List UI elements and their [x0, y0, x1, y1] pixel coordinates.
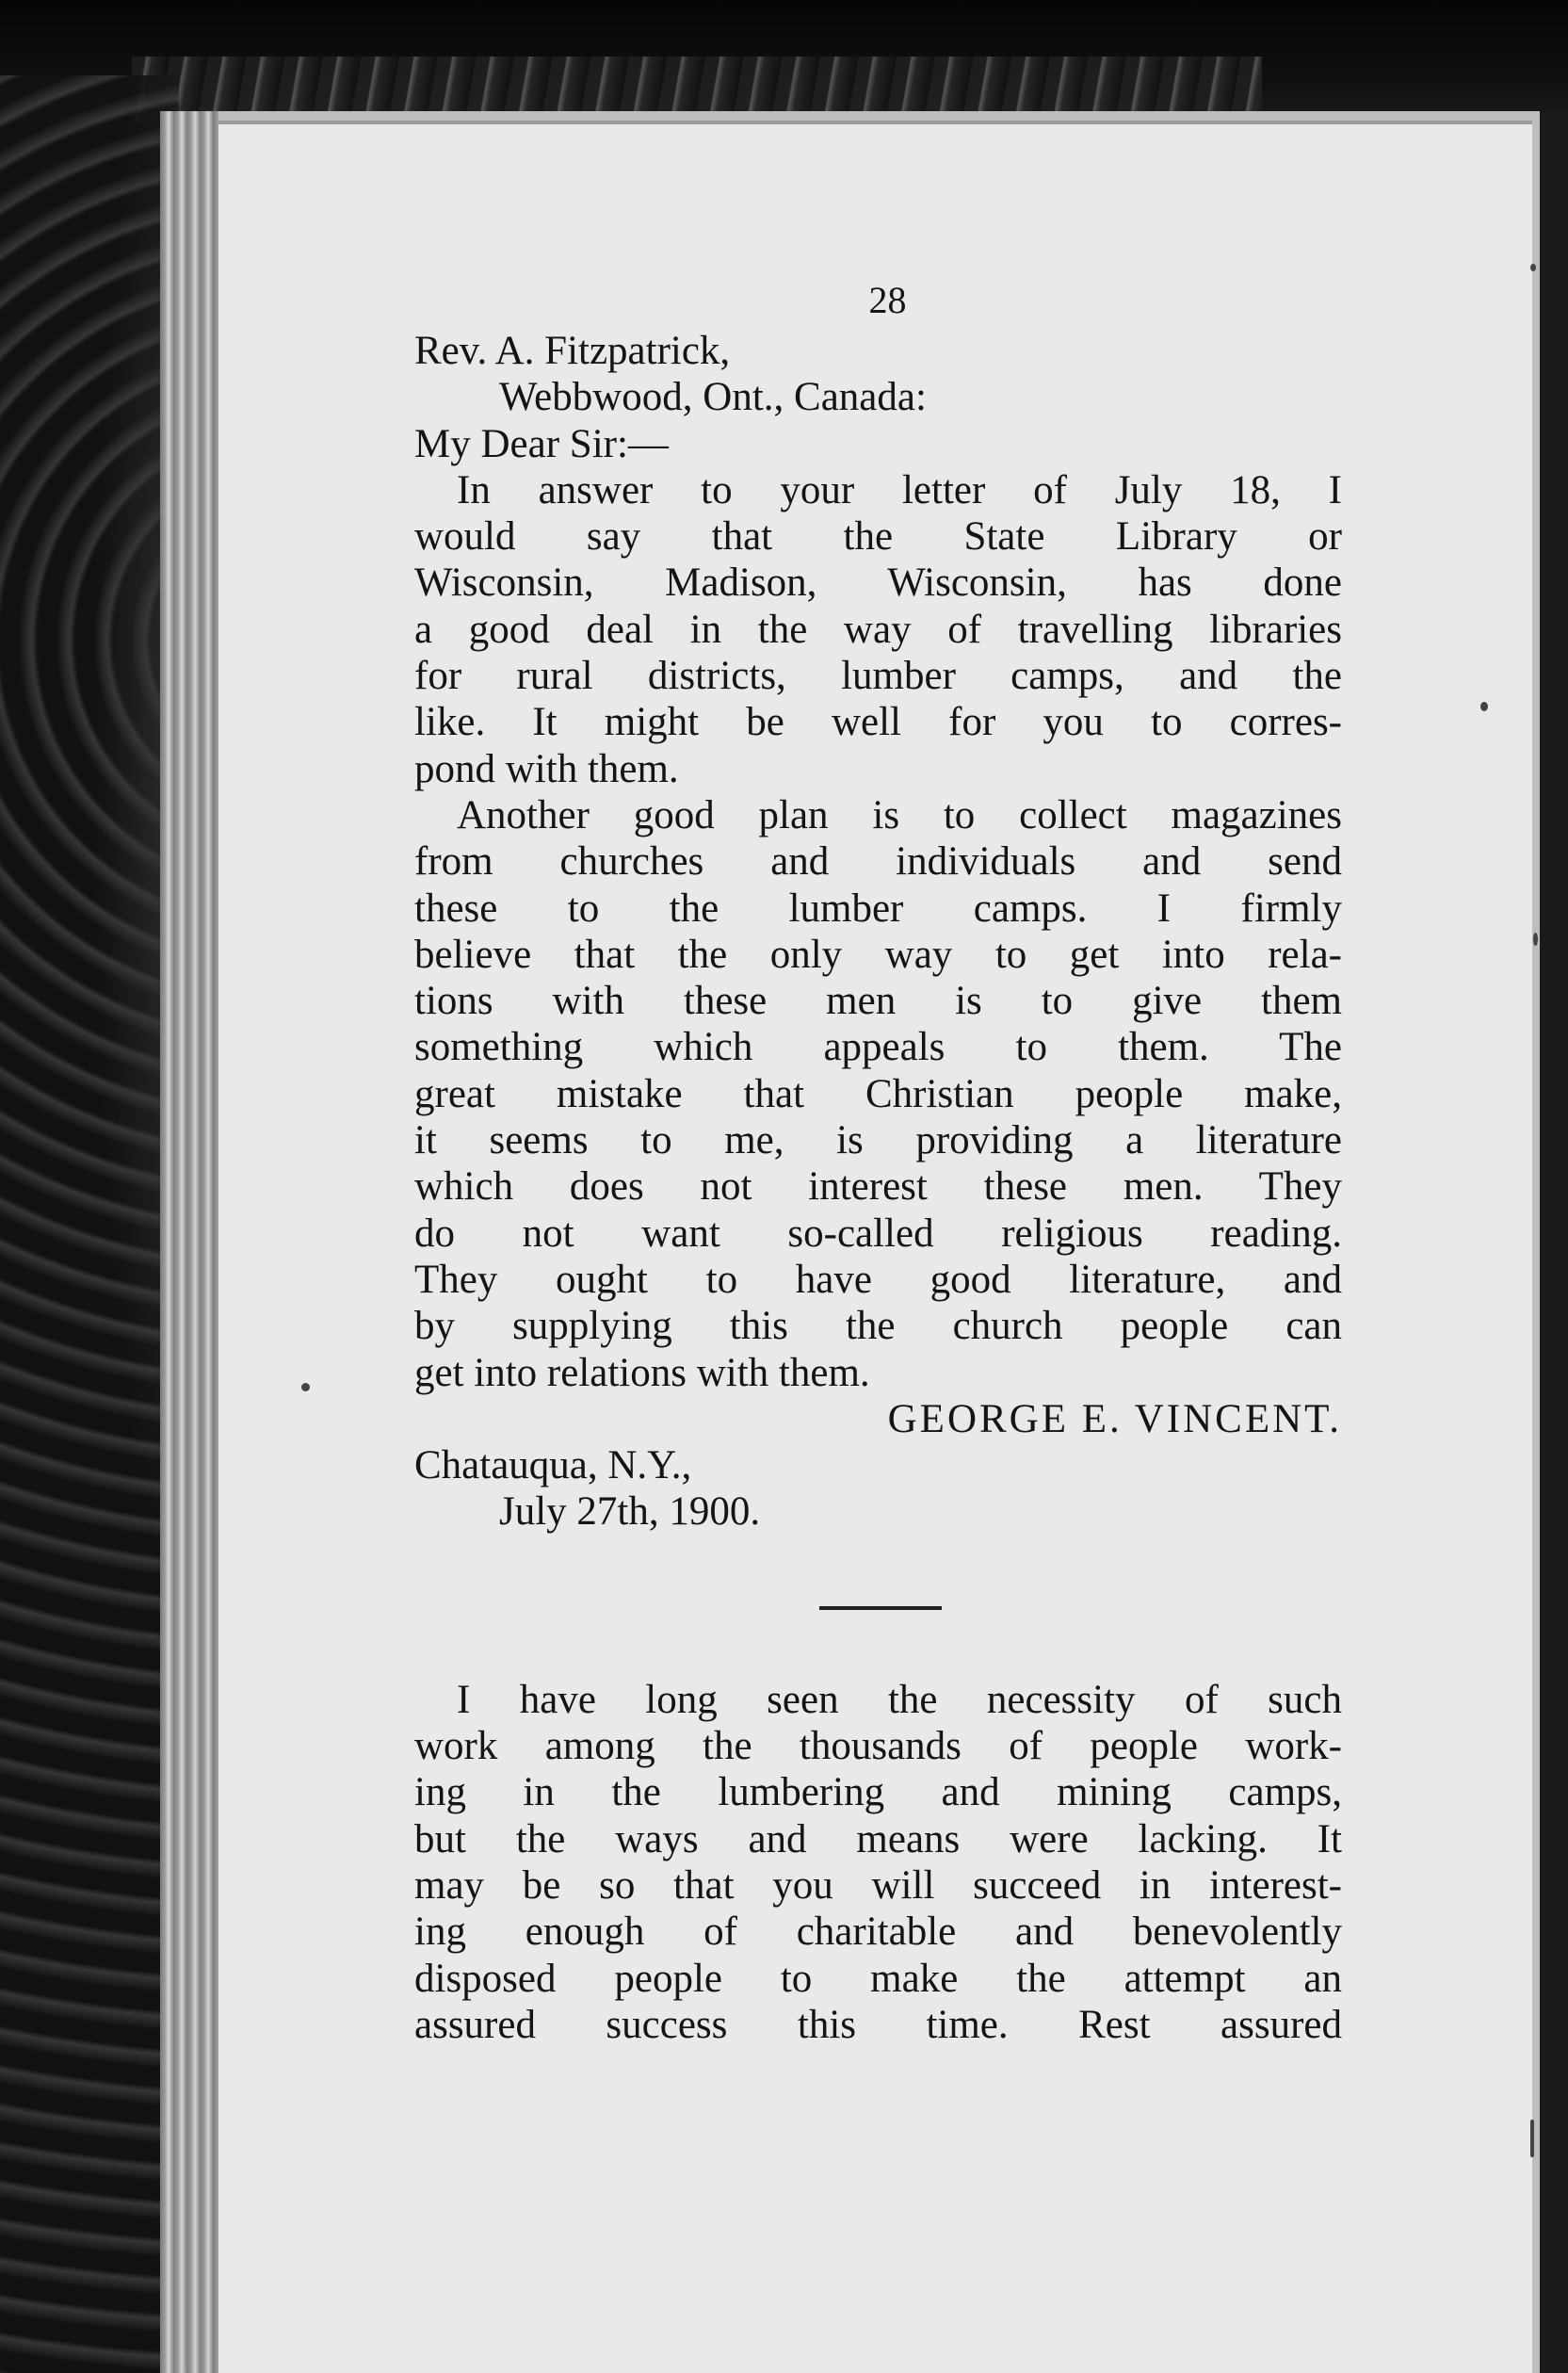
scan-speck [301, 1383, 310, 1391]
text-line: a good deal in the way of travelling libraries [414, 607, 1342, 652]
text-line: They ought to have good literature, and [414, 1257, 1342, 1302]
text-line: like. It might be well for you to corres- [414, 700, 1342, 745]
text-line: these to the lumber camps. I firmly [414, 886, 1342, 931]
text-line: work among the thousands of people work- [414, 1724, 1342, 1769]
book-spine-edge [160, 111, 218, 2373]
letter2-paragraph [414, 1677, 1342, 2048]
marbled-endpaper [0, 75, 179, 2373]
letter-date: July 27th, 1900. [499, 1489, 761, 1535]
section-divider [819, 1606, 942, 1610]
text-line: In answer to your letter of July 18, I [457, 467, 1342, 512]
text-line: from churches and individuals and send [414, 839, 1342, 885]
text-line: ing enough of charitable and benevolently [414, 1910, 1342, 1955]
letter1-paragraph1 [414, 467, 1342, 792]
letter-place: Chatauqua, N.Y., [414, 1443, 692, 1488]
text-line: assured success this time. Rest assured [414, 2002, 1342, 2047]
salutation: My Dear Sir:— [414, 421, 669, 466]
text-line: it seems to me, is providing a literature [414, 1118, 1342, 1163]
text-line: but the ways and means were lacking. It [414, 1816, 1342, 1861]
section-divider-wrap [414, 1536, 1342, 1677]
text-line: I have long seen the necessity of such [457, 1677, 1342, 1722]
scan-speck [1530, 2120, 1534, 2157]
letter1-paragraph2 [414, 792, 1342, 1396]
text-line: believe that the only way to get into rela- [414, 932, 1342, 977]
text-line: by supplying this the church people can [414, 1304, 1342, 1349]
text-line: for rural districts, lumber camps, and the [414, 654, 1342, 699]
signature: GEORGE E. VINCENT. [887, 1396, 1342, 1441]
text-line: Another good plan is to collect magazines [457, 792, 1342, 837]
text-line: disposed people to make the attempt an [414, 1956, 1342, 2001]
text-line: which does not interest these men. They [414, 1164, 1342, 1210]
scan-speck [1533, 933, 1538, 946]
page-number: 28 [868, 279, 907, 321]
text-line: do not want so-called religious reading. [414, 1211, 1342, 1256]
text-line: tions with these men is to give them [414, 979, 1342, 1024]
text-line: pond with them. [414, 746, 679, 791]
text-line: would say that the State Library or [414, 514, 1342, 560]
text-line: something which appeals to them. The [414, 1025, 1342, 1070]
address-place: Webbwood, Ont., Canada: [499, 375, 927, 420]
text-line: Wisconsin, Madison, Wisconsin, has done [414, 561, 1342, 606]
text-line: get into relations with them. [414, 1350, 870, 1395]
text-line: may be so that you will succeed in interest- [414, 1862, 1342, 1908]
address-name: Rev. A. Fitzpatrick, [414, 329, 731, 373]
text-line: great mistake that Christian people make, [414, 1071, 1342, 1116]
scan-speck [1530, 264, 1536, 271]
scan-speck [1480, 702, 1488, 711]
page-top-edge [218, 121, 1532, 124]
page-text [414, 273, 1342, 2048]
text-line: ing in the lumbering and mining camps, [414, 1770, 1342, 1815]
